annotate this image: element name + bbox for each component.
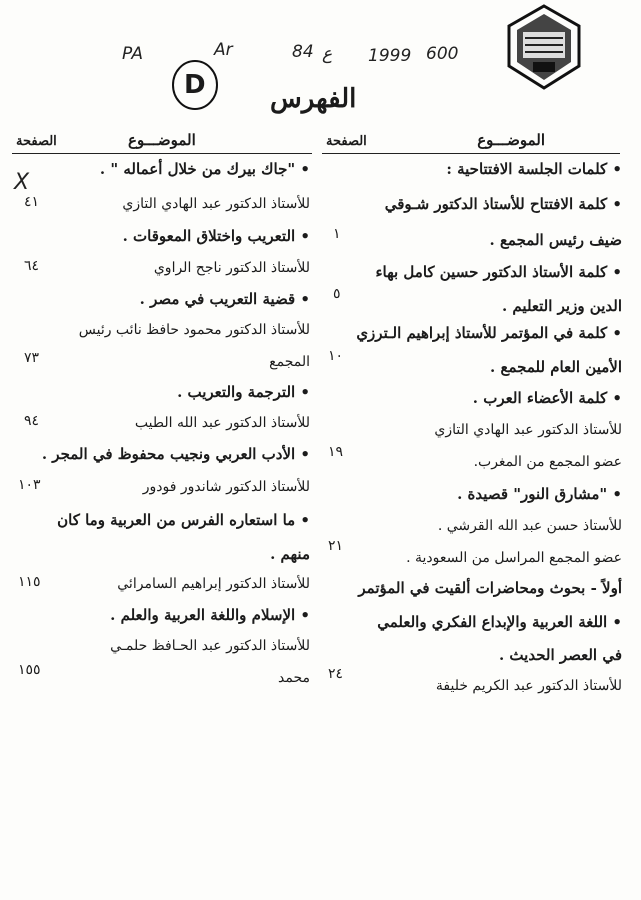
toc-line: • كلمة الافتتاح للأستاذ الدكتور شـوقي (384, 195, 622, 213)
toc-left-column (41, 0, 310, 900)
toc-line: للأستاذ الدكتور عبد الله الطيب (134, 415, 310, 431)
toc-line: • "جاك بيرك من خلال أعماله " . (99, 160, 310, 178)
toc-line: منهم . (270, 545, 310, 563)
page-number: ٦٤ (24, 258, 40, 274)
page-number: ٥ (333, 286, 341, 302)
toc-line: للأستاذ الدكتور عبد الهادي التازي (434, 422, 622, 438)
page-number: ٩٤ (24, 413, 40, 429)
toc-line: للأستاذ حسن عبد الله القرشي . (437, 518, 622, 534)
page-number: ٧٣ (24, 350, 40, 366)
page-number: ٢١ (328, 538, 344, 554)
handwritten-year: 1999 (368, 46, 412, 66)
page-number: ١١٥ (18, 574, 41, 590)
header-page-right: الصفحة (326, 134, 367, 149)
toc-line: أولاً - بحوث ومحاضرات ألقيت في المؤتمر (358, 579, 622, 597)
toc-line: • كلمة الأعضاء العرب . (472, 389, 622, 407)
handwritten-ref-number: 84 (292, 42, 314, 62)
toc-line: المجمع (269, 354, 310, 370)
header-subject-left: الموضـــوع (128, 131, 196, 149)
toc-line: للأستاذ الدكتور عبد الهادي التازي (122, 196, 310, 212)
toc-line: • "مشارق النور" قصيدة . (457, 485, 622, 503)
toc-line: للأستاذ الدكتور عبد الحـافظ حلمـي (110, 638, 310, 654)
toc-line: • الإسلام واللغة العربية والعلم . (110, 606, 310, 624)
toc-line: • التعريب واختلاق المعوقات . (122, 227, 310, 245)
toc-right-column (356, 0, 622, 900)
page-number: ٢٤ (328, 666, 344, 682)
toc-line: للأستاذ الدكتور شاندور فودور (142, 479, 310, 495)
toc-line: للأستاذ الدكتور ناجح الراوي (153, 260, 310, 276)
toc-line: في العصر الحديث . (498, 646, 622, 664)
toc-line: للأستاذ الدكتور محمود حافظ نائب رئيس (78, 322, 310, 338)
toc-line: الدين وزير التعليم . (501, 297, 622, 315)
toc-line: للأستاذ الدكتور عبد الكريم خليفة (435, 678, 622, 694)
toc-line: الأمين العام للمجمع . (490, 358, 622, 376)
toc-line: • ما استعاره الفرس من العربية وما كان (57, 511, 310, 529)
page-number: ١٠٣ (18, 477, 41, 493)
toc-line: • الأدب العربي ونجيب محفوظ في المجر . (41, 445, 310, 463)
header-page-left: الصفحة (16, 134, 57, 149)
handwritten-code-left: PA (122, 44, 144, 64)
stamp-letter: D (184, 70, 206, 100)
handwritten-count: 600 (426, 44, 459, 64)
toc-line: • الترجمة والتعريب . (177, 383, 310, 401)
page-title: الفهرس (270, 84, 357, 114)
page-number: ١٥٥ (18, 662, 41, 678)
toc-line: • كلمة في المؤتمر للأستاذ إبراهيم الـترزي (356, 324, 622, 342)
toc-line: عضو المجمع المراسل من السعودية . (406, 550, 622, 566)
toc-line: للأستاذ الدكتور إبراهيم السامرائي (117, 576, 310, 592)
toc-line: عضو المجمع من المغرب. (473, 454, 622, 470)
page-number: ١ (333, 226, 341, 242)
header-subject-right: الموضـــوع (477, 131, 545, 149)
toc-line: • قضية التعريب في مصر . (139, 290, 310, 308)
toc-line: • اللغة العربية والإبداع الفكري والعلمي (377, 613, 622, 631)
toc-line: ضيف رئيس المجمع . (489, 231, 622, 249)
toc-line: محمد (278, 670, 310, 686)
toc-line: • كلمة الأستاذ الدكتور حسين كامل بهاء (375, 263, 622, 281)
margin-mark: X (14, 170, 30, 195)
toc-line: • كلمات الجلسة الافتتاحية : (446, 160, 622, 178)
page-number: ١٩ (328, 444, 344, 460)
handwritten-ref-ain: ع (322, 44, 333, 64)
handwritten-code-mid: Ar (214, 40, 233, 60)
page-number: ١٠ (328, 348, 344, 364)
page-number: ٤١ (24, 194, 40, 210)
